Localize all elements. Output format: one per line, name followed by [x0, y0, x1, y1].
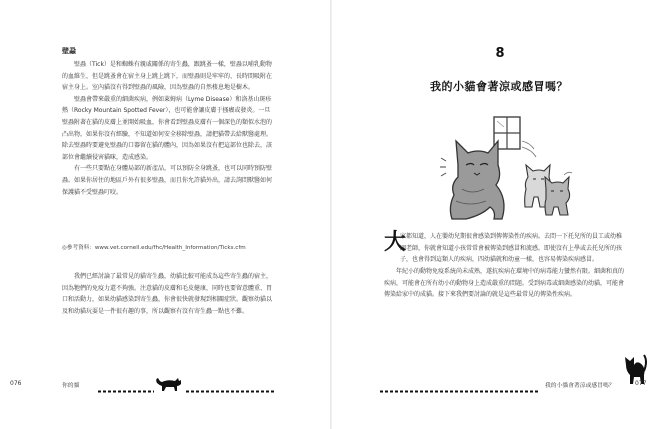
chapter-title: 我的小貓會著涼或感冒嗎？ [430, 80, 568, 93]
chapter-number: 8 [495, 46, 505, 61]
running-head-right: 我的小貓會著涼或感冒嗎？ [545, 383, 615, 389]
reference-note: ◎參考資料：www.vet.cornell.edu/fhc/Health_Information/Ticks.cfm [62, 245, 246, 251]
sidebar-title: 壁蝨 [62, 47, 76, 55]
body-paragraph: 年紀小的動物免疫系統尚未成熟，遂抗疾病在環境中的病毒能力蠻然有限。細菌和真的疾病，可能會在所有幼小的動物身上造成嚴重的問題。受到病毒或細菌感染的幼貓，可能會傳染給家中的成貓。接下來我們要討論的就是這些最常見的傳染性疾病。 [384, 268, 625, 299]
paw-trail-left-2 [186, 390, 276, 393]
left-body-text [62, 271, 274, 317]
paw-trail-right [380, 390, 540, 393]
first-paragraph-text: 家都知道，人在嬰幼兒期很會感染到傳傳染性的疾病。去問一下托兒所的員工或幼稚園老師，你就會知道小孩常常會被傳染到感冒和流感。即使沒有上學或去托兒所的孩子，也會得到這類人的疾病，四幼貓就和幼童一樣，也容易傳染疾病感冒。 [400, 233, 623, 264]
walking-cat-silhouette-icon [154, 374, 184, 392]
page-number-right: 077 [635, 380, 647, 387]
left-page [0, 0, 331, 429]
page-number-left: 076 [10, 380, 22, 387]
cold-cat-illustration-icon [436, 115, 576, 225]
right-first-paragraph [400, 231, 626, 266]
body-paragraph: 我們已經討論了最常見的貓寄生蟲，幼貓比較可能成為這些寄生蟲的宿主，因為牠們的免疫力還不夠強。注意貓的皮膚和毛皮健康，同時也要留意體重、胃口和活動力，如果幼貓感染到寄生蟲，你會很快就發現到相關症狀。觀察幼貓以及和幼貓玩耍是一件很有趣的事，所以觀察有沒有寄生蟲一點也不難。 [62, 273, 273, 315]
right-page [332, 0, 663, 429]
drop-cap: 大 [384, 229, 407, 255]
paw-trail-left [98, 390, 154, 393]
sidebar-paragraph: 有一些只要點在身體局部的新產品，可以預防全身跳蚤，也可以同時預防壁蝨。如果你居住的地區戶外有很多壁蝨，而且你允許貓外出，請去詢問獸醫如何保護貓不受壁蝨叮咬。 [62, 165, 273, 196]
sidebar-paragraph: 壁蝨（Tick）是和蜘蛛有親戚關係的寄生蟲，跟跳蚤一樣，壁蝨以哺乳動物的血維生，但是跳蚤會在宿主身上跳上跳下，而壁蝨則是牢牢的、長時間吸附在宿主身上。室內貓沒有得到壁蝨的風險，因為壁蝨的自然棲息地是樹木。 [62, 61, 273, 92]
right-body-text [384, 266, 626, 301]
sidebar-paragraph: 壁蝨會帶來嚴重的細菌疾病，例如萊姆病（Lyme Disease）和洛基山斑疹熱（Rocky Mountain Spotted Fever），也可能會讓皮膚于搔癢或發炎。一旦壁蝨附著在貓的皮膚上並開始吸血，你會看到壁蝨皮膚有一個深色的類似水泡的凸出物。如果你沒有經驗，不知道如何安全移除壁蝨，請把貓帶去給獸醫處理。除去壁蝨時要避免壁蝨的口器留在貓的體內，因為如果沒有把這部位也除去，該部位會繼續侵害貓咪，造成感染。 [62, 95, 273, 161]
sidebar-text [62, 59, 272, 198]
running-head-left: 你的貓 [62, 383, 80, 389]
